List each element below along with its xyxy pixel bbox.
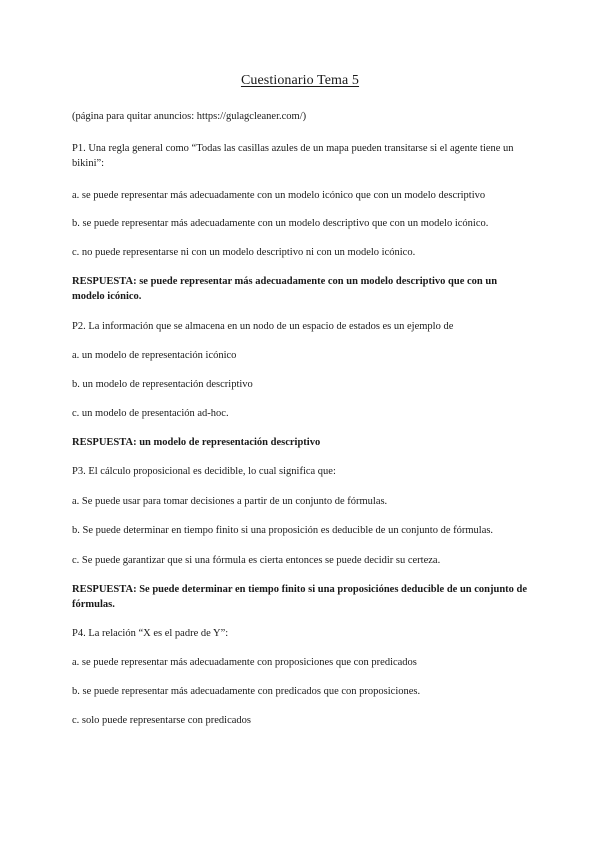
- question-2-option-a: a. un modelo de representación icónico: [72, 350, 237, 361]
- question-4-option-a: a. se puede representar más adecuadamente con proposiciones que con predicados: [72, 657, 417, 668]
- question-1-option-c: c. no puede representarse ni con un modelo descriptivo ni con un modelo icónico.: [72, 247, 416, 258]
- question-2-option-b: b. un modelo de representación descriptivo: [72, 379, 253, 390]
- question-3-option-c: c. Se puede garantizar que si una fórmula es cierta entonces se puede decidir su certeza.: [72, 555, 441, 566]
- question-4: P4. La relación “X es el padre de Y”:: [72, 628, 229, 639]
- question-4-option-b: b. se puede representar más adecuadamente con predicados que con proposiciones.: [72, 686, 421, 697]
- question-1-answer: RESPUESTA: se puede representar más adecuadamente con un modelo descriptivo que con un modelo icónico.: [72, 276, 498, 302]
- question-2-answer: RESPUESTA: un modelo de representación descriptivo: [72, 437, 321, 448]
- question-1-option-a: a. se puede representar más adecuadamente con un modelo icónico que con un modelo descriptivo: [72, 190, 486, 201]
- question-1-option-b: b. se puede representar más adecuadamente con un modelo descriptivo que con un modelo icónico.: [72, 218, 489, 229]
- ad-removal-note: (página para quitar anuncios: https://gulagcleaner.com/): [72, 111, 307, 122]
- question-1: P1. Una regla general como “Todas las casillas azules de un mapa pueden transitarse si el agente tiene un bikini”:: [72, 143, 514, 169]
- question-3-option-a: a. Se puede usar para tomar decisiones a partir de un conjunto de fórmulas.: [72, 496, 388, 507]
- question-3: P3. El cálculo proposicional es decidible, lo cual significa que:: [72, 466, 336, 477]
- question-2: P2. La información que se almacena en un nodo de un espacio de estados es un ejemplo de: [72, 321, 454, 332]
- question-4-option-c: c. solo puede representarse con predicados: [72, 715, 252, 726]
- question-3-option-b: b. Se puede determinar en tiempo finito si una proposición es deducible de un conjunto de fórmulas.: [72, 525, 494, 536]
- question-2-option-c: c. un modelo de presentación ad-hoc.: [72, 408, 229, 419]
- document-title: Cuestionario Tema 5: [240, 73, 360, 88]
- question-3-answer: RESPUESTA: Se puede determinar en tiempo finito si una proposiciónes deducible de un conjunto de fórmulas.: [72, 584, 528, 610]
